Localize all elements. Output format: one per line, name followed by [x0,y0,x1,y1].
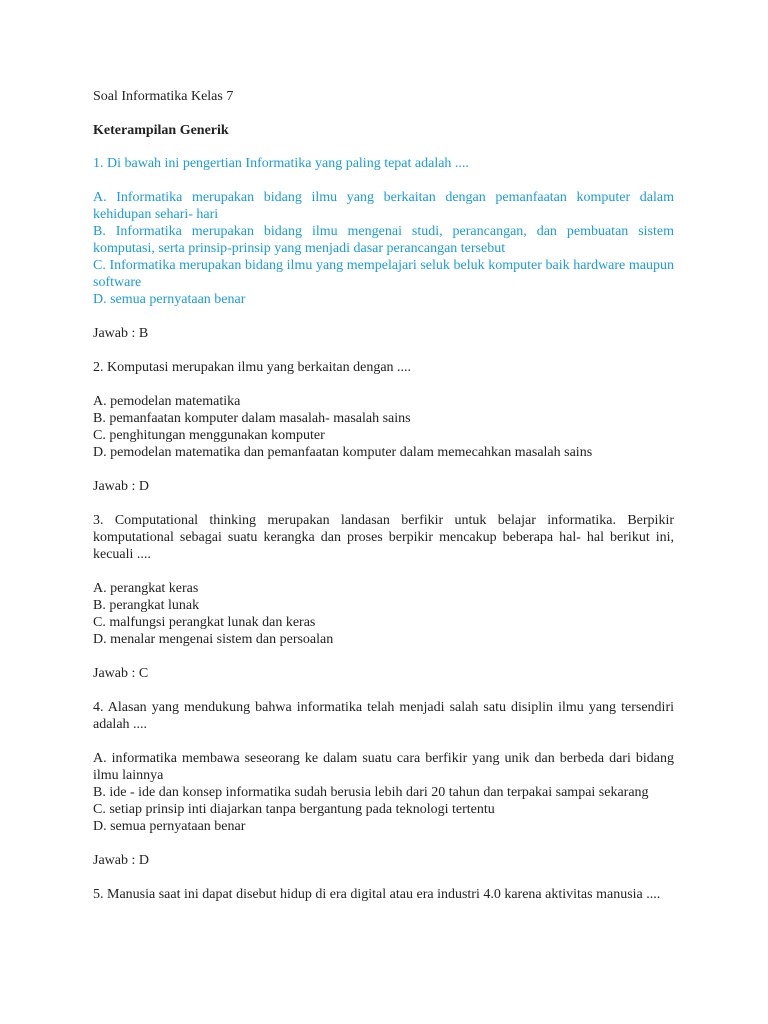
question-4-prompt: 4. Alasan yang mendukung bahwa informatika telah menjadi salah satu disiplin ilmu yang tersendiri adalah .... [93,700,674,732]
question-2-prompt: 2. Komputasi merupakan ilmu yang berkaitan dengan .... [93,360,412,375]
question-5 [93,886,674,903]
question-4-option-d: D. semua pernyataan benar [93,819,246,834]
question-2 [93,359,674,495]
question-2-option-a: A. pemodelan matematika [93,394,241,409]
question-4-answer: Jawab : D [93,853,149,868]
question-2-option-c: C. penghitungan menggunakan komputer [93,428,325,443]
question-1-option-d: D. semua pernyataan benar [93,292,246,307]
document-title: Soal Informatika Kelas 7 [93,89,234,104]
question-2-option-d: D. pemodelan matematika dan pemanfaatan komputer dalam memecahkan masalah sains [93,445,593,460]
section-heading: Keterampilan Generik [93,123,229,138]
question-4-option-a: A. informatika membawa seseorang ke dalam suatu cara berfikir yang unik dan berbeda dari bidang ilmu lainnya [93,751,674,783]
question-1-answer: Jawab : B [93,326,149,341]
question-4-option-b: B. ide - ide dan konsep informatika sudah berusia lebih dari 20 tahun dan terpakai sampai sekarang [93,785,649,800]
question-3-option-c: C. malfungsi perangkat lunak dan keras [93,615,316,630]
question-3 [93,512,674,682]
question-2-answer: Jawab : D [93,479,149,494]
question-3-option-b: B. perangkat lunak [93,598,200,613]
question-1-option-a: A. Informatika merupakan bidang ilmu yang berkaitan dengan pemanfaatan komputer dalam kehidupan sehari- hari [93,190,674,222]
question-4-option-c: C. setiap prinsip inti diajarkan tanpa bergantung pada teknologi tertentu [93,802,495,817]
question-3-option-a: A. perangkat keras [93,581,199,596]
question-5-prompt: 5. Manusia saat ini dapat disebut hidup di era digital atau era industri 4.0 karena aktivitas manusia .... [93,887,661,902]
question-1-option-b: B. Informatika merupakan bidang ilmu mengenai studi, perancangan, dan pembuatan sistem komputasi, serta prinsip-prinsip yang menjadi dasar perancangan tersebut [93,224,674,256]
question-1-option-c: C. Informatika merupakan bidang ilmu yang mempelajari seluk beluk komputer baik hardware maupun software [93,258,674,290]
question-3-prompt: 3. Computational thinking merupakan landasan berfikir untuk belajar informatika. Berpikir komputational sebagai suatu kerangka dan proses berpikir mencakup beberapa hal- hal berikut ini, kecuali .... [93,513,674,562]
question-3-option-d: D. menalar mengenai sistem dan persoalan [93,632,334,647]
question-2-option-b: B. pemanfaatan komputer dalam masalah- masalah sains [93,411,411,426]
question-3-answer: Jawab : C [93,666,149,681]
question-1 [93,155,674,342]
question-1-prompt: 1. Di bawah ini pengertian Informatika yang paling tepat adalah .... [93,156,469,171]
question-4 [93,699,674,869]
